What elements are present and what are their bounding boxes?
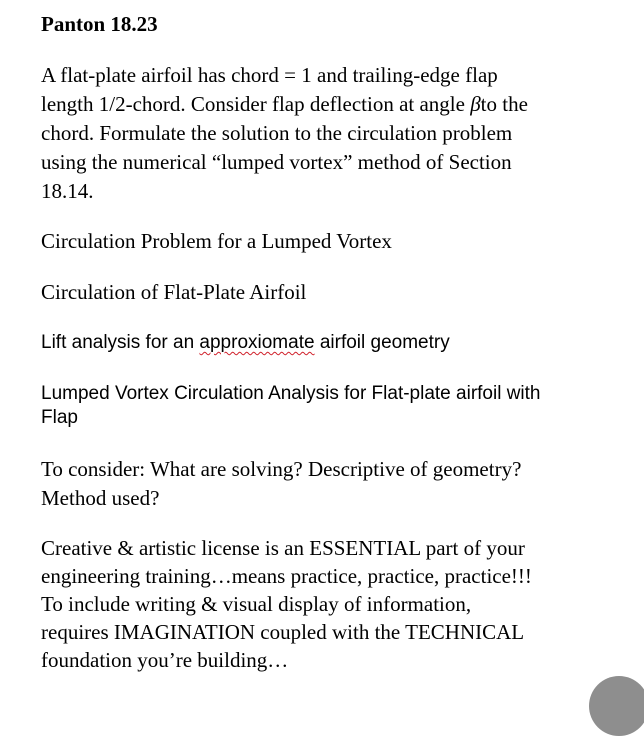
- title-option-4-line-1: Lumped Vortex Circulation Analysis for Flat-plate airfoil with: [41, 383, 541, 404]
- creative-line-4: requires IMAGINATION coupled with the TECHNICAL: [41, 620, 525, 644]
- title-option-4-line-2: Flap: [41, 407, 78, 428]
- problem-line-2-start: length 1/2-chord. Consider flap deflection at angle: [41, 92, 471, 116]
- creative-note: [41, 534, 532, 674]
- consider-line-1: To consider: What are solving? Descriptive of geometry?: [41, 457, 522, 481]
- title-option-1: Circulation Problem for a Lumped Vortex: [41, 229, 392, 253]
- problem-line-2: [41, 90, 611, 119]
- document-heading: Panton 18.23: [41, 12, 158, 36]
- creative-line-3: To include writing & visual display of information,: [41, 592, 472, 616]
- consider-note: [41, 455, 521, 513]
- creative-line-5: foundation you’re building…: [41, 648, 289, 672]
- title-option-3: [41, 331, 450, 355]
- problem-line-4: using the numerical “lumped vortex” method of Section: [41, 150, 512, 174]
- beta-symbol: β: [470, 92, 481, 116]
- title-option-2: Circulation of Flat-Plate Airfoil: [41, 280, 307, 304]
- problem-line-3: chord. Formulate the solution to the circulation problem: [41, 121, 513, 145]
- title-option-3-end: airfoil geometry: [314, 332, 450, 353]
- creative-line-1: Creative & artistic license is an ESSENTIAL part of your: [41, 536, 525, 560]
- creative-line-2: engineering training…means practice, practice, practice!!!: [41, 564, 532, 588]
- floating-action-button[interactable]: [589, 676, 644, 736]
- problem-statement: [41, 61, 611, 206]
- problem-line-2-end: to the: [480, 92, 528, 116]
- title-option-3-start: Lift analysis for an: [41, 332, 200, 353]
- problem-line-1: A flat-plate airfoil has chord = 1 and trailing-edge flap: [41, 63, 498, 87]
- title-option-4: [41, 382, 611, 430]
- consider-line-2: Method used?: [41, 486, 160, 510]
- problem-line-5: 18.14.: [41, 179, 94, 203]
- misspelled-word[interactable]: approxiomate: [199, 332, 315, 353]
